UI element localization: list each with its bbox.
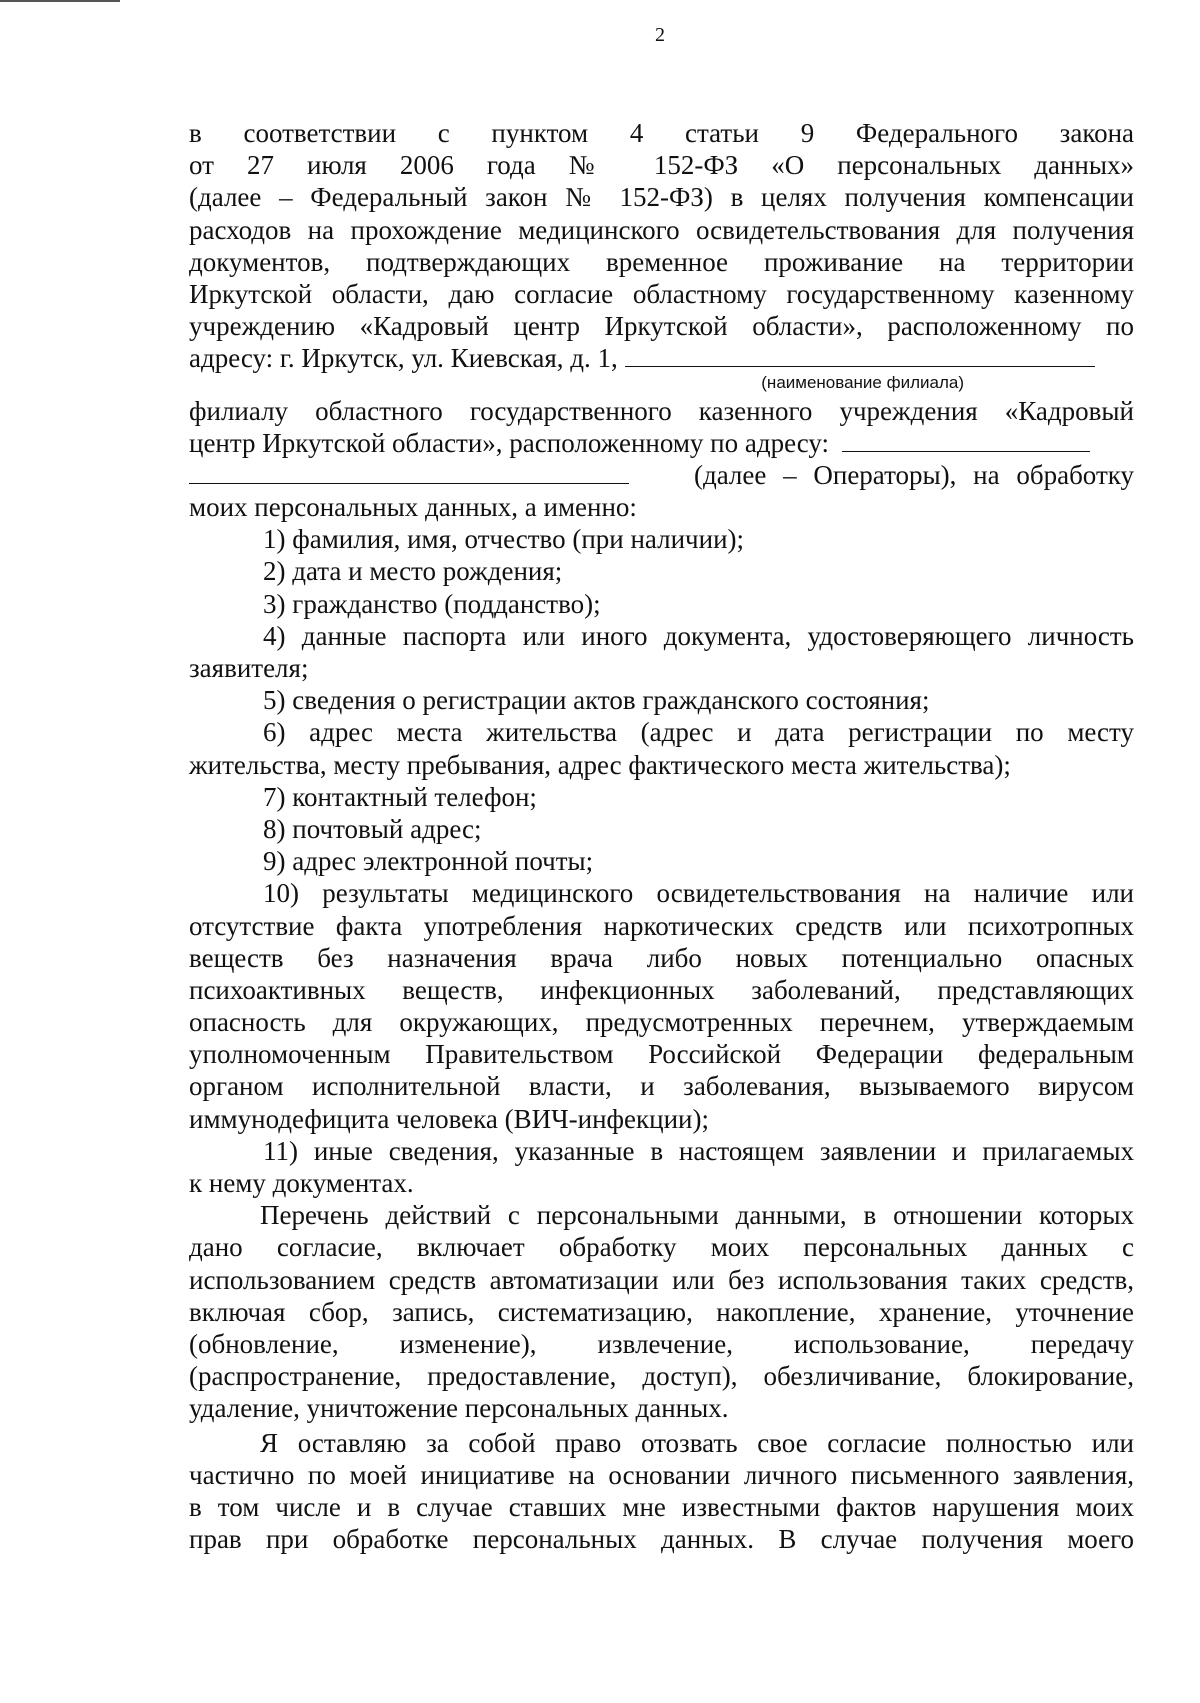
text-line: использованием средств автоматизации или без использования таких средств, bbox=[189, 1264, 1134, 1295]
address-text: адресу: г. Иркутск, ул. Киевская, д. 1, bbox=[189, 343, 618, 374]
list-item: 7) контактный телефон; bbox=[263, 781, 537, 812]
operators-text: (далее – Операторы), на обработку bbox=[693, 459, 1134, 490]
text-line: филиалу областного государственного казенного учреждения «Кадровый bbox=[189, 395, 1134, 426]
operators-line bbox=[189, 459, 1134, 491]
list-item-continuation: веществ без назначения врача либо новых потенциально опасных bbox=[189, 942, 1134, 973]
branch-name-blank[interactable] bbox=[625, 342, 1095, 367]
document-body bbox=[189, 117, 1134, 1555]
scan-edge-mark bbox=[0, 0, 120, 2]
list-item: 11) иные сведения, указанные в настоящем заявлении и прилагаемых bbox=[263, 1135, 1134, 1166]
list-item: 8) почтовый адрес; bbox=[263, 813, 482, 844]
list-item-continuation: жительства, месту пребывания, адрес фактического места жительства); bbox=[189, 749, 1011, 780]
list-item-continuation: к нему документах. bbox=[189, 1168, 414, 1198]
list-item-continuation: органом исполнительной власти, и заболевания, вызываемого вирусом bbox=[189, 1071, 1134, 1102]
text-line: включая сбор, запись, систематизацию, накопление, хранение, уточнение bbox=[189, 1296, 1134, 1327]
text-line: прав при обработке персональных данных. В случае получения моего bbox=[189, 1524, 1134, 1555]
text-line: Перечень действий с персональными данными, в отношении которых bbox=[260, 1200, 1134, 1231]
text-line: от 27 июля 2006 года № 152-ФЗ «О персональных данных» bbox=[189, 150, 1134, 181]
list-item-continuation: опасность для окружающих, предусмотренных перечнем, утверждаемым bbox=[189, 1007, 1134, 1038]
list-item-continuation: отсутствие факта употребления наркотических средств или психотропных bbox=[189, 910, 1134, 941]
text-line: документов, подтверждающих временное проживание на территории bbox=[189, 246, 1134, 277]
list-item: 9) адрес электронной почты; bbox=[263, 846, 594, 877]
text-line: в соответствии с пунктом 4 статьи 9 Федерального закона bbox=[189, 118, 1134, 148]
text-line: учреждению «Кадровый центр Иркутской области», расположенному по bbox=[189, 311, 1134, 342]
text-line: моих персональных данных, а именно: bbox=[189, 492, 637, 523]
branch-address-blank-1[interactable] bbox=[842, 427, 1090, 452]
list-item-continuation: заявителя; bbox=[189, 653, 309, 683]
branch-address-text: центр Иркутской области», расположенному по адресу: bbox=[189, 427, 830, 458]
text-line: (обновление, изменение), извлечение, использование, передачу bbox=[189, 1328, 1134, 1359]
list-item: 3) гражданство (подданство); bbox=[263, 588, 601, 619]
list-item-continuation: уполномоченным Правительством Российской Федерации федеральным bbox=[189, 1039, 1134, 1070]
text-line: в том числе и в случае ставших мне известными фактов нарушения моих bbox=[189, 1491, 1134, 1522]
text-line: частично по моей инициативе на основании личного письменного заявления, bbox=[189, 1459, 1134, 1490]
text-line: удаление, уничтожение персональных данных. bbox=[189, 1393, 729, 1424]
page-number: 2 bbox=[655, 24, 665, 46]
list-item-continuation: психоактивных веществ, инфекционных заболеваний, представляющих bbox=[189, 974, 1134, 1005]
list-item: 6) адрес места жительства (адрес и дата регистрации по месту bbox=[263, 717, 1134, 748]
list-item: 2) дата и место рождения; bbox=[263, 556, 563, 587]
list-item: 1) фамилия, имя, отчество (при наличии); bbox=[263, 524, 745, 555]
text-line: Иркутской области, даю согласие областному государственному казенному bbox=[189, 278, 1134, 309]
list-item-continuation: иммунодефицита человека (ВИЧ-инфекции); bbox=[189, 1103, 709, 1134]
address-line bbox=[189, 342, 1134, 374]
branch-name-caption: (наименование филиала) bbox=[761, 372, 964, 392]
branch-address-line bbox=[189, 427, 1134, 459]
list-item: 10) результаты медицинского освидетельствования на наличие или bbox=[263, 878, 1134, 909]
text-line: расходов на прохождение медицинского освидетельствования для получения bbox=[189, 214, 1134, 245]
list-item: 5) сведения о регистрации актов гражданского состояния; bbox=[263, 685, 930, 716]
branch-address-blank-2[interactable] bbox=[189, 459, 629, 484]
text-line: (далее – Федеральный закон № 152-ФЗ) в целях получения компенсации bbox=[189, 182, 1134, 213]
list-item: 4) данные паспорта или иного документа, удостоверяющего личность bbox=[263, 620, 1134, 651]
text-line: Я оставляю за собой право отозвать свое согласие полностью или bbox=[260, 1427, 1134, 1458]
text-line: (распространение, предоставление, доступ), обезличивание, блокирование, bbox=[189, 1361, 1134, 1392]
text-line: дано согласие, включает обработку моих персональных данных с bbox=[189, 1232, 1134, 1263]
